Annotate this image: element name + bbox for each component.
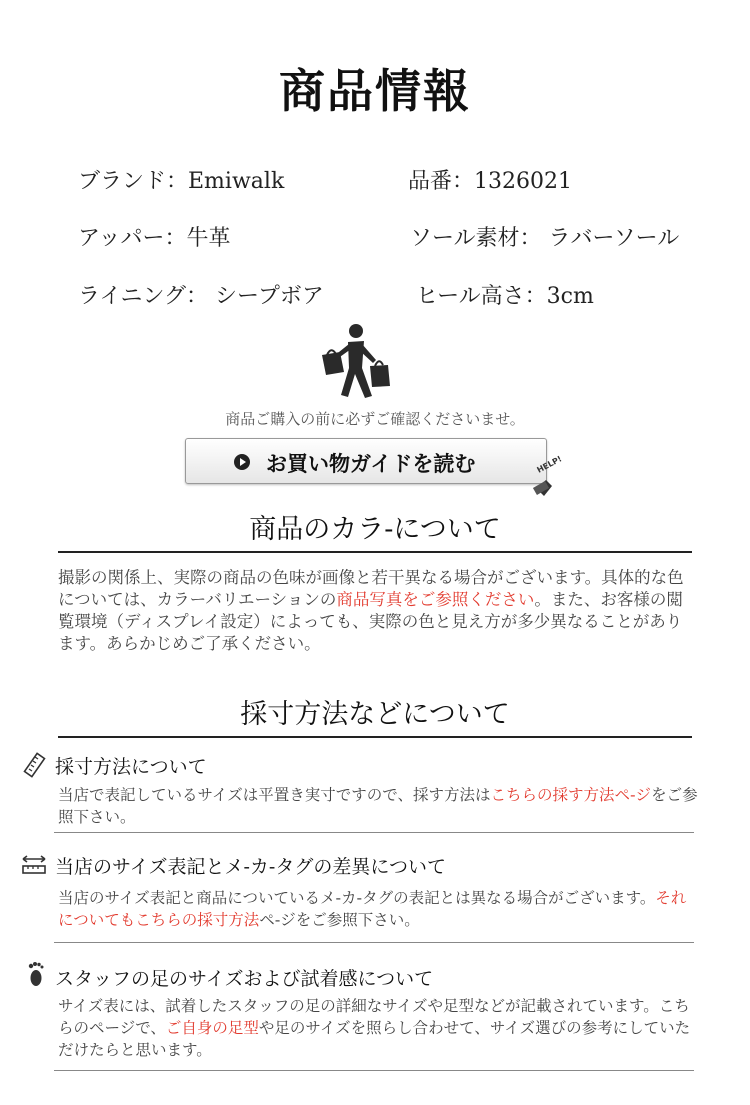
foot-shape-link[interactable]: ご自身の足型 xyxy=(165,1019,259,1037)
measure-section-heading: 採寸方法などについて xyxy=(240,699,510,730)
spec-sole: ソール素材： ラバーソール xyxy=(410,226,680,251)
size-difference-text: 当店のサイズ表記と商品についているメ-カ-タグの表記とは異なる場合がございます。それについてもこちらの採寸方法ペ-ジをご参照下さい。 xyxy=(58,889,687,929)
color-section-heading: 商品のカラ-について xyxy=(249,514,501,545)
measure-section-divider xyxy=(58,736,692,738)
color-section-text: 撮影の関係上、実際の商品の色味が画像と若干異なる場合がございます。具体的な色については、カラーバリエーションの商品写真をご参照ください。また、お客様の閲覧環境（ディスプレイ設定）によっても、実際の色と見え方が多少異なることがあります。あらかじめご了承ください。 xyxy=(58,568,684,653)
measure-method-text: 当店で表記しているサイズは平置き実寸ですので、採す方法はこちらの採す方法ペ-ジをご参照下さい。 xyxy=(58,786,698,826)
size-difference-link[interactable]: それについてもこちらの採寸方法 xyxy=(58,889,687,929)
item-divider xyxy=(54,942,694,943)
spec-heel: ヒール高さ：3cm xyxy=(416,284,594,309)
size-tag-icon xyxy=(20,855,48,875)
item-divider xyxy=(54,832,694,833)
item-divider xyxy=(54,1070,694,1071)
spec-brand: ブランド：Emiwalk xyxy=(78,169,285,194)
shopper-icon xyxy=(312,322,402,402)
spec-item-number: 品番：1326021 xyxy=(408,169,572,194)
spec-upper: アッパー：牛革 xyxy=(78,226,231,251)
ruler-icon xyxy=(22,752,48,778)
measure-method-title: 採寸方法について xyxy=(55,756,207,778)
play-icon xyxy=(234,454,250,470)
shopping-guide-button[interactable] xyxy=(185,438,547,484)
staff-fitting-text: サイズ表には、試着したスタッフの足の詳細なサイズや足型などが記載されています。こちらのページで、ご自身の足型や足のサイズを照らし合わせて、サイズ選びの参考にしていただけたらと思います。 xyxy=(58,997,691,1059)
shopping-guide-label: お買い物ガイドを読む xyxy=(266,452,476,476)
color-section-divider xyxy=(58,551,692,553)
measure-method-link[interactable]: こちらの採す方法ペ-ジ xyxy=(490,786,652,804)
staff-fitting-title: スタッフの足のサイズおよび試着感について xyxy=(55,968,434,990)
spec-lining: ライニング： シープボア xyxy=(78,284,324,309)
page-title: 商品情報 xyxy=(279,64,471,118)
footprint-icon xyxy=(26,960,46,988)
size-difference-title: 当店のサイズ表記とメ-カ-タグの差異について xyxy=(55,856,446,878)
product-photo-link[interactable]: 商品写真をご参照ください xyxy=(336,590,535,609)
guide-note: 商品ご購入の前に必ずご確認くださいませ。 xyxy=(225,410,525,428)
help-tag: HELP! xyxy=(535,454,564,475)
